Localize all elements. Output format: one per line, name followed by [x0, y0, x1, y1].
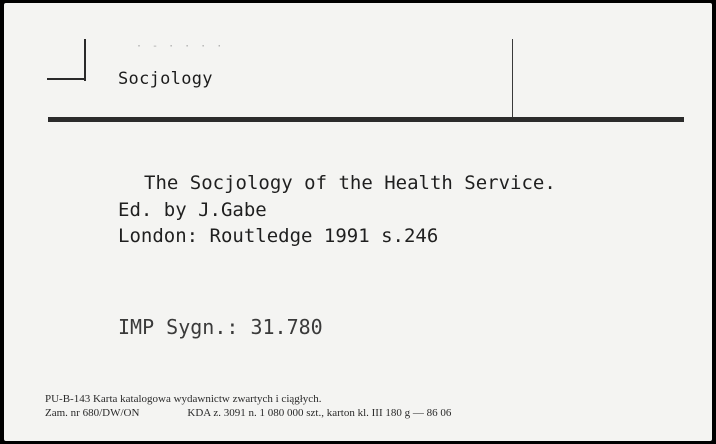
book-title: The Socjology of the Health Service. [144, 172, 556, 194]
catalog-card [4, 3, 712, 441]
call-number: IMP Sygn.: 31.780 [118, 315, 323, 339]
card-print-info [45, 407, 451, 419]
heading-divider [48, 117, 684, 122]
book-editor: Ed. by J.Gabe [118, 199, 267, 221]
card-form-description: PU-B-143 Karta katalogowa wydawnictw zwartych i ciągłych. [45, 393, 322, 405]
faint-pencil-mark: · - · · · · [136, 41, 225, 52]
corner-mark-vertical [84, 39, 86, 81]
print-details: KDA z. 3091 n. 1 080 000 szt., karton kl. III 180 g — 86 06 [187, 407, 452, 419]
subject-heading: Socjology [118, 69, 213, 89]
order-number: Zam. nr 680/DW/ON [45, 407, 140, 419]
corner-mark-horizontal [47, 78, 86, 80]
vertical-divider [512, 39, 513, 119]
publication-info: London: Routledge 1991 s.246 [118, 225, 439, 247]
